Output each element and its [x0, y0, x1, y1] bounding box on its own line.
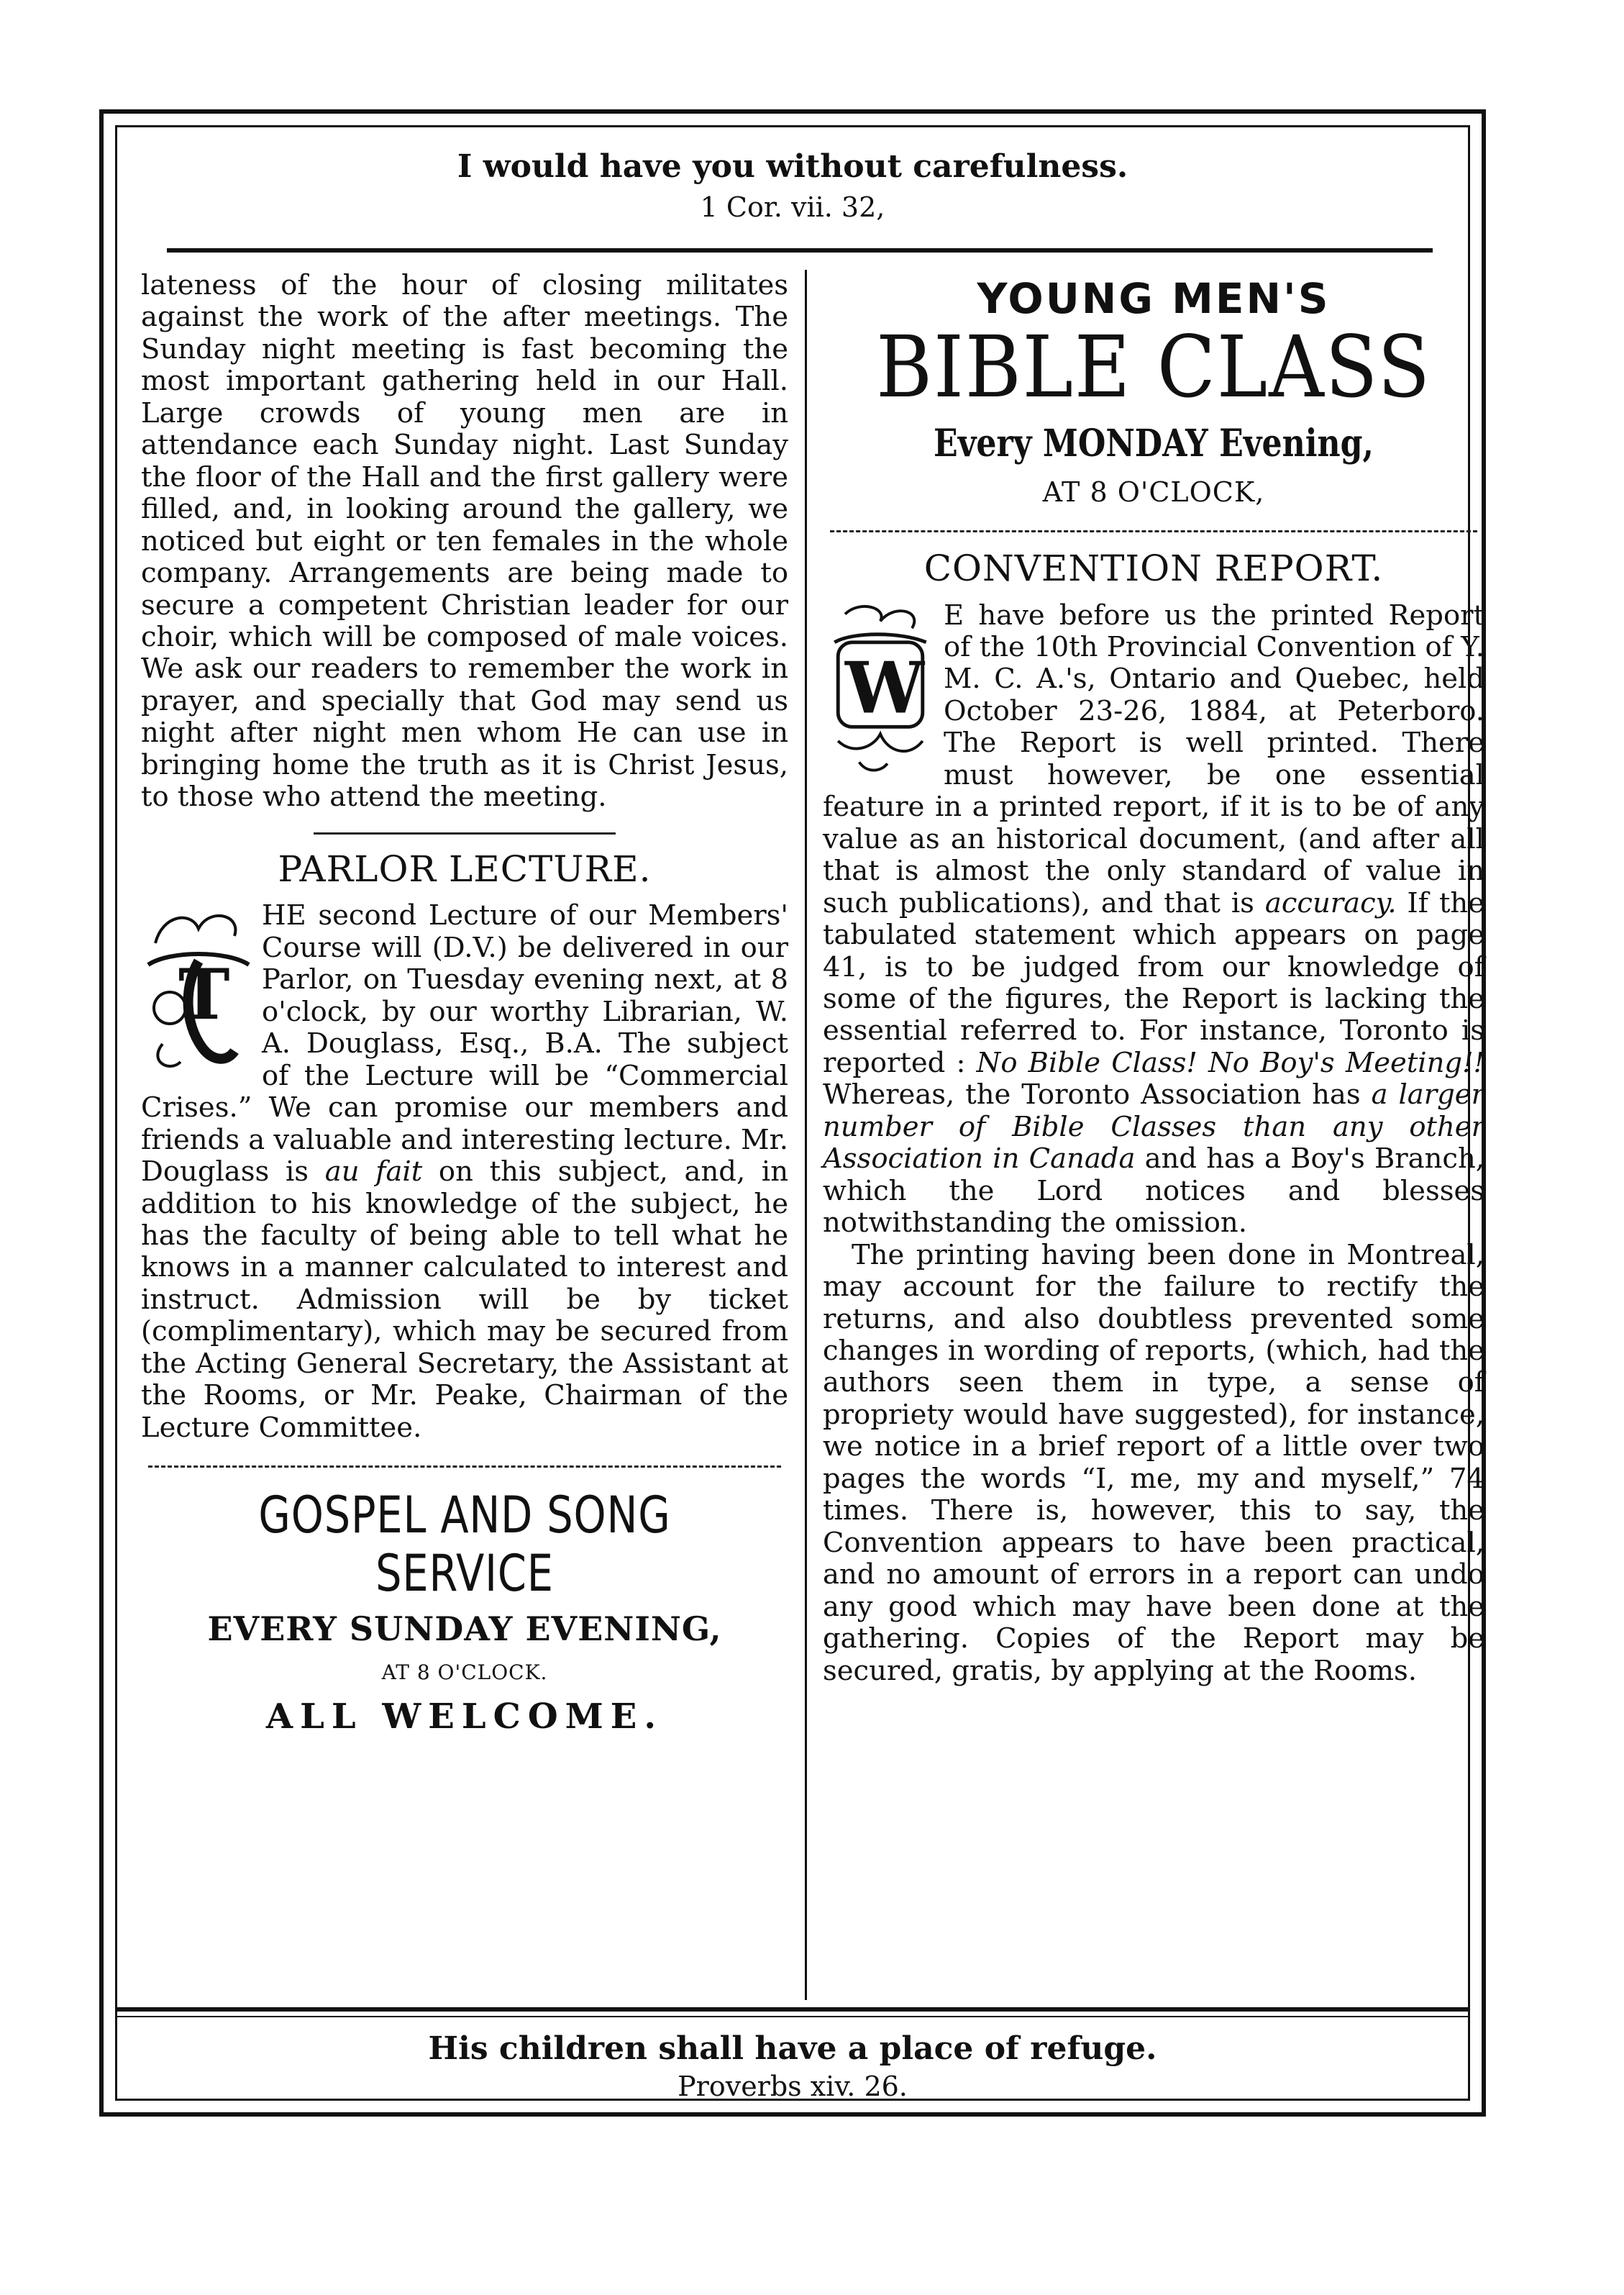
footer-quote: His children shall have a place of refuge.	[428, 2030, 1157, 2067]
header-rule	[167, 248, 1433, 253]
gospel-title: GOSPEL AND SONG SERVICE	[258, 1486, 671, 1603]
convention-text-a: E have before us the printed Report of the 10th Provincial Convention of Y. M. C. A.'s, Ontario and Quebec, held October 23-26, 1884, at Peterboro. The Report is well printed. There must however, be one essential feature in a printed report, if it is to be of any value as an historical document, (and after all that is almost the only standard of value in such publications), and that is	[823, 599, 1484, 919]
convention-paragraph-2: The printing having been done in Montreal, may account for the failure to rectify the returns, and also doubtless prevented some changes in wording of reports, (which, had the authors seen them in type, a sense of propriety would have suggested), for instance, we notice in a brief report of a little over two pages the words “I, me, my and myself,” 74 times. There is, however, this to say, the Convention appears to have been practical, and no amount of errors in a report can undo any good which may have been done at the gathering. Copies of the Report may be secured, gratis, by applying at the Rooms.	[823, 1238, 1484, 1687]
convention-emphasis-classes: a larger number of Bible Classes than any other Association in Canada	[823, 1078, 1484, 1176]
column-divider	[805, 270, 807, 2000]
gospel-line-3: ALL WELCOME.	[265, 1696, 664, 1737]
bible-class-line-1: YOUNG MEN'S	[977, 274, 1331, 323]
divider	[314, 832, 616, 835]
parlor-lecture-title: PARLOR LECTURE.	[278, 847, 652, 890]
convention-emphasis-toronto: No Bible Class! No Boy's Meeting!!	[976, 1046, 1485, 1079]
footer-rule	[115, 2007, 1470, 2012]
bible-class-line-2: BIBLE CLASS	[876, 317, 1431, 417]
header-reference: 1 Cor. vii. 32,	[700, 191, 885, 223]
convention-text-b: If the tabulated statement which appears on page 41, is to be judged from our knowledge of some of the figures, the Report is lacking the essential referred to. For instance, Toronto is reported :	[823, 886, 1484, 1079]
intro-paragraph: lateness of the hour of closing militates against the work of the after meetings. The Sunday night meeting is fast becoming the most important gathering held in our Hall. Large crowds of young men are in attendance each Sunday night. Last Sunday the floor of the Hall and the first gallery were filled, and, in looking around the gallery, we noticed but eight or ten females in the whole company. Arrangements are being made to secure a competent Christian leader for our choir, which will be composed of male voices. We ask our readers to remember the work in prayer, and specially that God may send us night after night men whom He can use in bringing home the truth as it is Christ Jesus, to those who attend the meeting.	[141, 269, 788, 814]
footer-reference: Proverbs xiv. 26.	[678, 2071, 908, 2102]
left-column	[141, 270, 788, 1737]
svg-text:W: W	[845, 647, 925, 730]
parlor-emphasis: au fait	[324, 1155, 423, 1189]
bible-class-line-4: AT 8 O'CLOCK,	[1042, 476, 1265, 508]
ornamental-dropcap-t-icon	[141, 900, 256, 1076]
ornamental-dropcap-w-icon	[823, 600, 938, 773]
svg-text:T: T	[178, 954, 230, 1036]
gospel-line-1: EVERY SUNDAY EVENING,	[207, 1609, 722, 1648]
right-column	[823, 275, 1484, 1687]
convention-report-title: CONVENTION REPORT.	[923, 547, 1384, 589]
parlor-text-1: HE second Lecture of our Members' Course will (D.V.) be delivered in our Parlor, on Tuesday evening next, at 8 o'clock, by our worthy Librarian, W. A. Douglass, Esq., B.A. The subject of the Lecture will be “Commercial Crises.” We can promise our members and friends a valuable and interesting lecture. Mr. Douglass is	[141, 899, 788, 1189]
parlor-lecture-text	[141, 900, 788, 1444]
convention-paragraph-1	[823, 600, 1484, 1240]
convention-emphasis-accuracy: accuracy.	[1264, 886, 1397, 919]
header-quote: I would have you without carefulness.	[457, 148, 1128, 185]
divider	[148, 1465, 781, 1468]
parlor-text-2: on this subject, and, in addition to his knowledge of the subject, he has the faculty of being able to tell what he knows in a manner calculated to interest and instruct. Admission will be by ticket (complimentary), which may be secured from the Acting General Secretary, the Assistant at the Rooms, or Mr. Peake, Chairman of the Lecture Committee.	[141, 1155, 788, 1444]
bible-class-line-3: Every MONDAY Evening,	[934, 421, 1374, 465]
divider	[830, 530, 1477, 532]
footer-rule-thin	[115, 2016, 1470, 2017]
gospel-line-2: AT 8 O'CLOCK.	[381, 1660, 548, 1684]
convention-text-d: and has a Boy's Branch, which the Lord notices and blesses notwithstanding the omission.	[823, 1142, 1484, 1240]
convention-text-c: Whereas, the Toronto Association has	[823, 1078, 1372, 1112]
